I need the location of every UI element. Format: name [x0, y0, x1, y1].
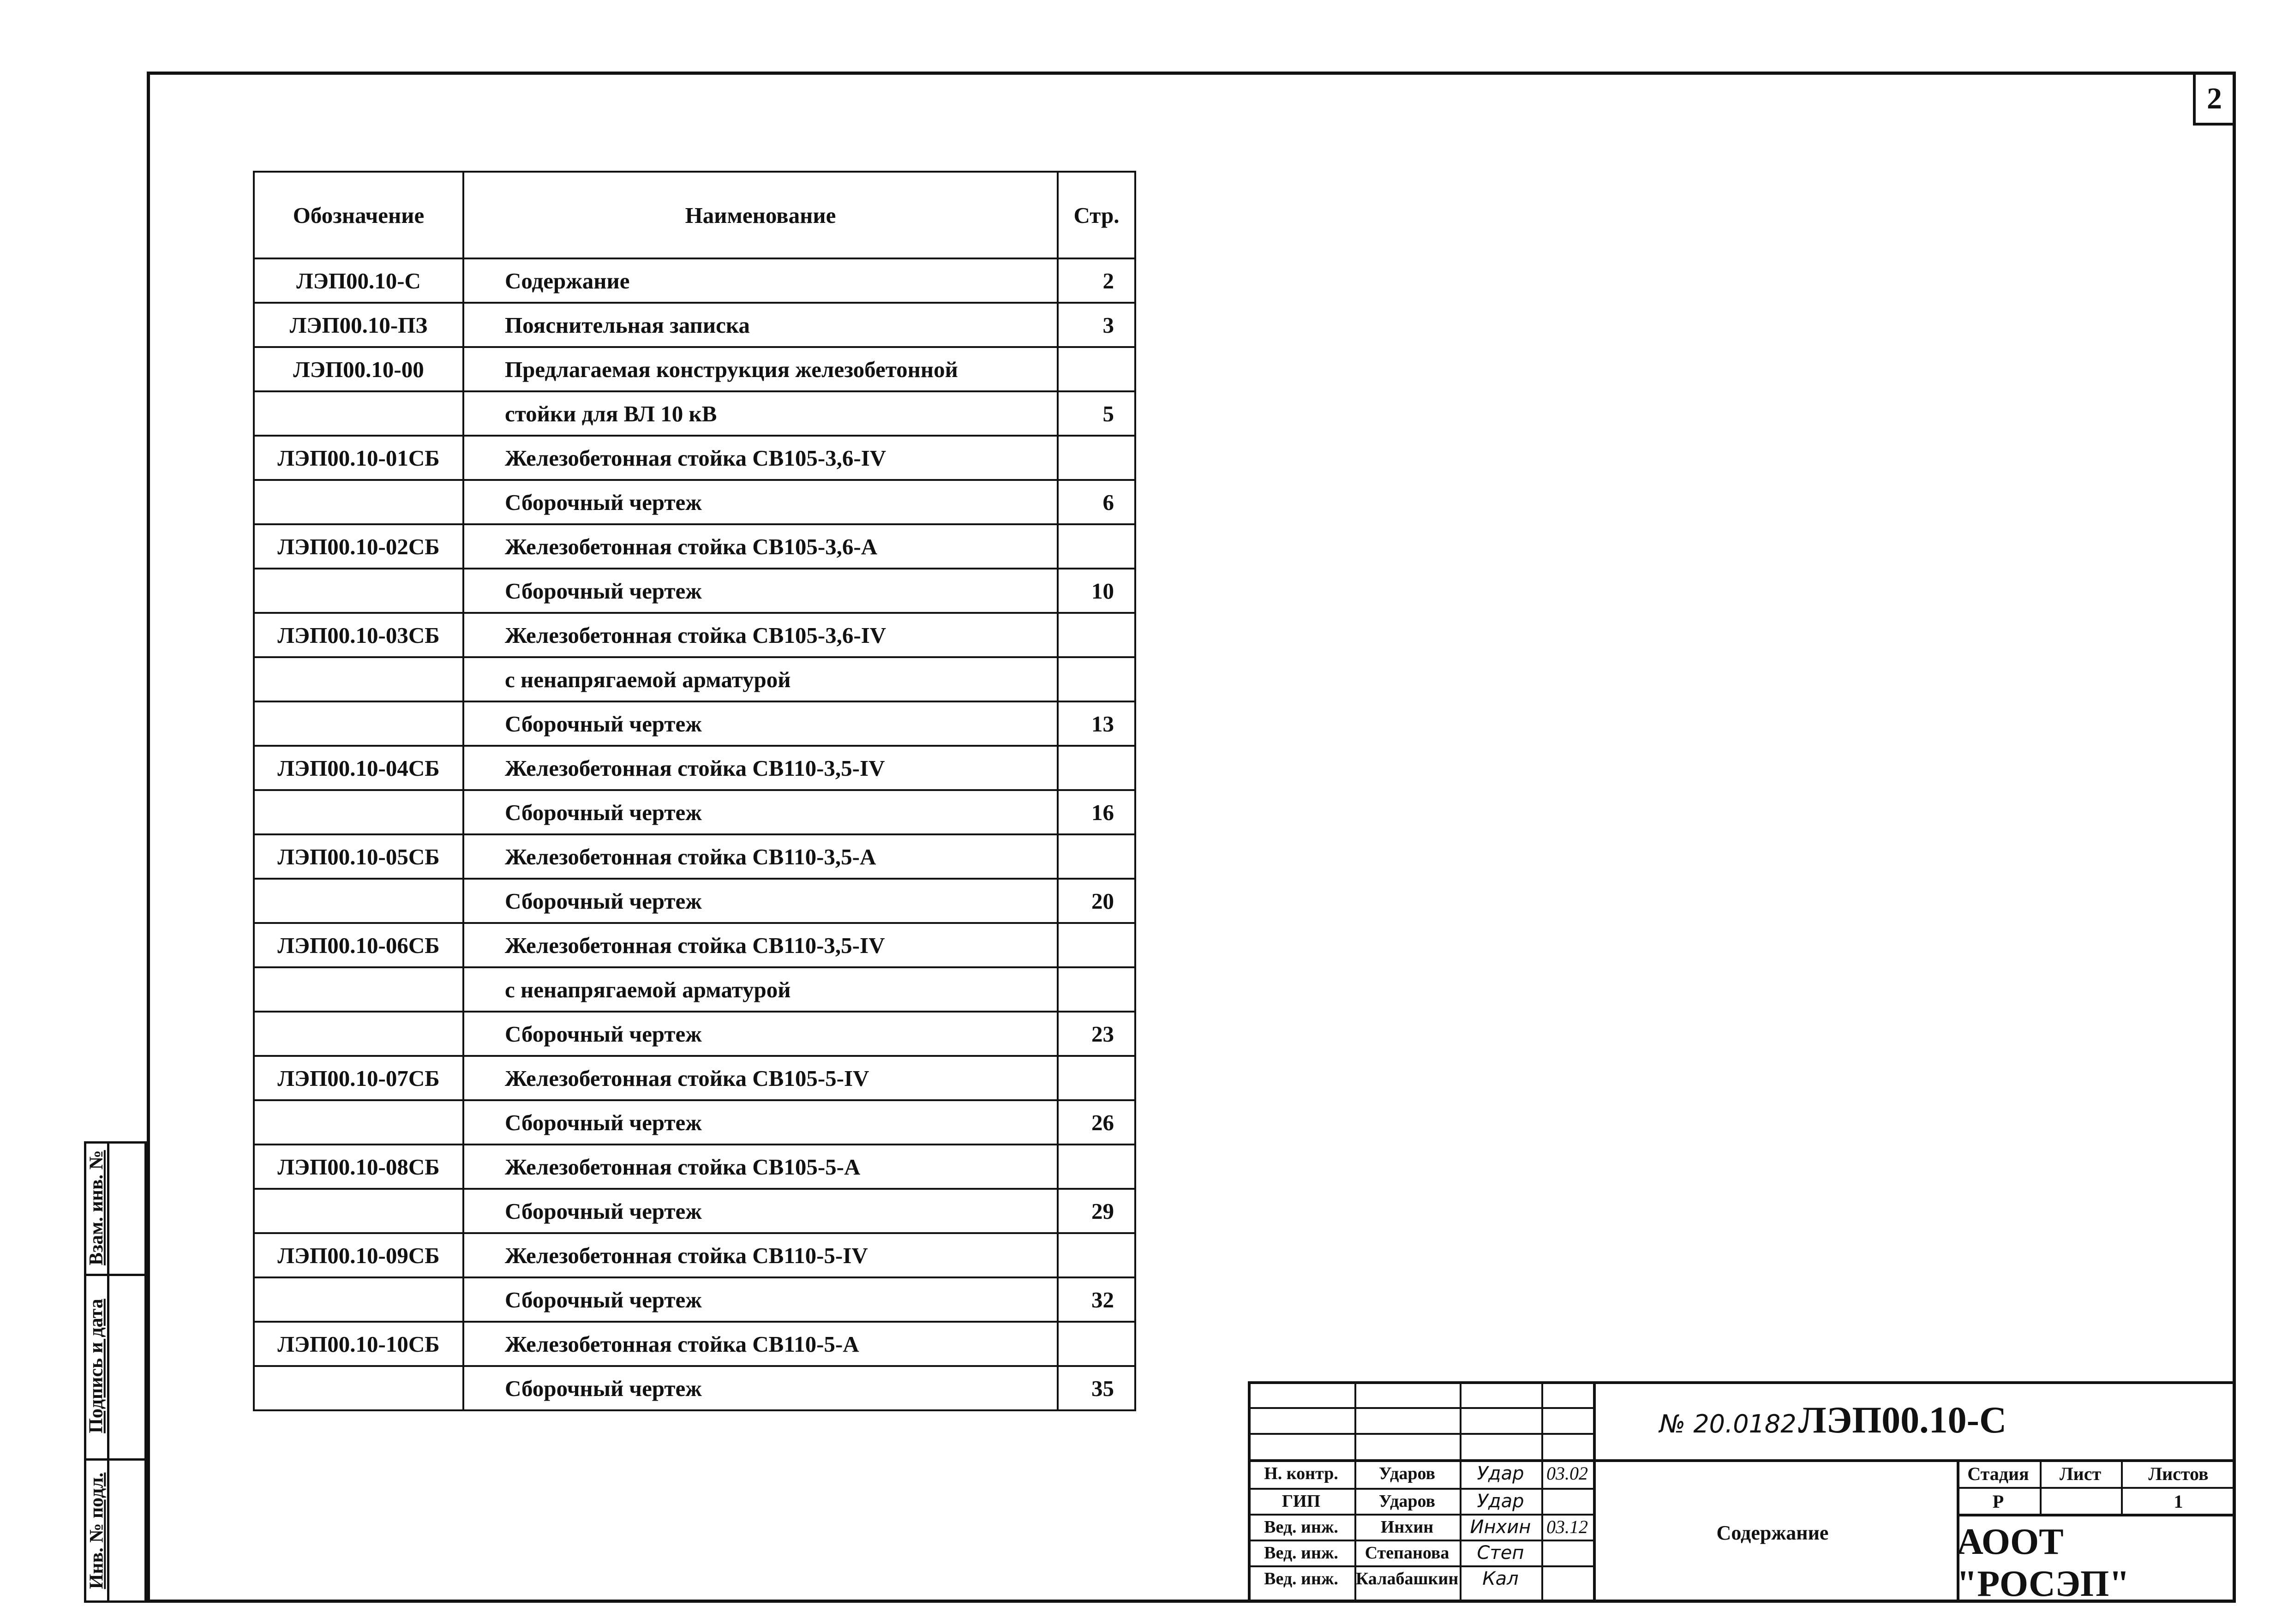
sheet-label: Лист: [2059, 1463, 2102, 1484]
designation-cell: ЛЭП00.10-10СБ: [254, 1322, 463, 1366]
page-cell: 5: [1058, 391, 1135, 436]
handwritten-signature: Удар: [1477, 1463, 1524, 1484]
signature-role: Вед. инж.: [1264, 1517, 1338, 1537]
name-cell: Железобетонная стойка СВ110-5-А: [463, 1322, 1058, 1366]
signature-name: Калабашкин: [1355, 1569, 1459, 1588]
handwritten-signature: Кал: [1482, 1568, 1519, 1589]
name-cell: Сборочный чертеж: [463, 1100, 1058, 1145]
page-cell: [1058, 524, 1135, 569]
table-row: [254, 790, 1135, 834]
side-field-replacement: [85, 1141, 108, 1274]
contents-table: [253, 171, 1136, 1411]
page-cell: 2: [1058, 258, 1135, 303]
page-cell: [1058, 967, 1135, 1012]
table-row: [254, 524, 1135, 569]
header-designation: Обозначение: [254, 172, 463, 258]
table-row: [254, 347, 1135, 391]
designation-cell: ЛЭП00.10-С: [254, 258, 463, 303]
name-cell: Железобетонная стойка СВ110-5-IV: [463, 1233, 1058, 1277]
table-row: [254, 1189, 1135, 1233]
name-cell: Содержание: [463, 258, 1058, 303]
designation-cell: [254, 1189, 463, 1233]
table-row: [254, 967, 1135, 1012]
signature-role: Вед. инж.: [1264, 1543, 1338, 1563]
handwritten-signature: Степ: [1477, 1542, 1524, 1564]
name-cell: Сборочный чертеж: [463, 1277, 1058, 1322]
designation-cell: ЛЭП00.10-02СБ: [254, 524, 463, 569]
designation-cell: [254, 879, 463, 923]
name-cell: Сборочный чертеж: [463, 1189, 1058, 1233]
designation-cell: ЛЭП00.10-07СБ: [254, 1056, 463, 1100]
sheet-number: 2: [2207, 81, 2222, 115]
table-row: [254, 436, 1135, 480]
side-field-signature: [85, 1274, 108, 1458]
page-cell: [1058, 746, 1135, 790]
page-cell: [1058, 923, 1135, 967]
table-row: [254, 303, 1135, 347]
designation-cell: [254, 1100, 463, 1145]
page-cell: [1058, 834, 1135, 879]
designation-cell: [254, 1366, 463, 1410]
table-row: [254, 613, 1135, 657]
table-row: [254, 1012, 1135, 1056]
designation-cell: [254, 391, 463, 436]
designation-cell: ЛЭП00.10-01СБ: [254, 436, 463, 480]
name-cell: Сборочный чертеж: [463, 879, 1058, 923]
sheet-value: [2040, 1489, 2121, 1515]
page-cell: 16: [1058, 790, 1135, 834]
name-cell: Железобетонная стойка СВ110-3,5-А: [463, 834, 1058, 879]
signature-name: Ударов: [1378, 1492, 1436, 1511]
document-code: [1659, 1398, 2007, 1442]
designation-cell: ЛЭП00.10-03СБ: [254, 613, 463, 657]
name-cell: Сборочный чертеж: [463, 480, 1058, 524]
designation-cell: [254, 657, 463, 701]
organization-name: АООТ "РОСЭП": [1957, 1521, 2130, 1604]
name-cell: Железобетонная стойка СВ105-3,6-А: [463, 524, 1058, 569]
stage-label: Стадия: [1967, 1463, 2029, 1484]
designation-cell: [254, 1277, 463, 1322]
designation-cell: [254, 790, 463, 834]
table-row: [254, 1145, 1135, 1189]
designation-cell: ЛЭП00.10-ПЗ: [254, 303, 463, 347]
designation-cell: ЛЭП00.10-09СБ: [254, 1233, 463, 1277]
side-field-replacement-label: Взам. инв. №: [86, 1150, 108, 1265]
designation-cell: [254, 701, 463, 746]
header-name: Наименование: [463, 172, 1058, 258]
table-row: [254, 258, 1135, 303]
designation-cell: [254, 569, 463, 613]
table-row: [254, 391, 1135, 436]
table-row: [254, 1322, 1135, 1366]
sheets-value: 1: [2174, 1491, 2183, 1512]
page-cell: 35: [1058, 1366, 1135, 1410]
table-row: [254, 1056, 1135, 1100]
page-cell: [1058, 436, 1135, 480]
signature-name: Инхин: [1380, 1517, 1434, 1537]
signature-role: Н. контр.: [1264, 1464, 1338, 1483]
page-cell: [1058, 1145, 1135, 1189]
designation-cell: ЛЭП00.10-06СБ: [254, 923, 463, 967]
stamp-grid-line: [1248, 1407, 1593, 1409]
signature-name: Ударов: [1378, 1464, 1436, 1483]
header-page: Стр.: [1058, 172, 1135, 258]
page-cell: 32: [1058, 1277, 1135, 1322]
sheet-number-box: [2193, 72, 2236, 126]
page-cell: 13: [1058, 701, 1135, 746]
table-row: [254, 1277, 1135, 1322]
designation-cell: [254, 1012, 463, 1056]
handwritten-signature: Удар: [1477, 1491, 1524, 1512]
name-cell: Железобетонная стойка СВ105-3,6-IV: [463, 436, 1058, 480]
name-cell: Железобетонная стойка СВ105-5-IV: [463, 1056, 1058, 1100]
page-cell: 26: [1058, 1100, 1135, 1145]
signature-name: Степанова: [1365, 1543, 1449, 1563]
table-header-row: [254, 172, 1135, 258]
page-cell: [1058, 1322, 1135, 1366]
designation-cell: ЛЭП00.10-00: [254, 347, 463, 391]
designation-cell: ЛЭП00.10-08СБ: [254, 1145, 463, 1189]
stage-value: Р: [1992, 1491, 2004, 1512]
designation-cell: [254, 967, 463, 1012]
table-row: [254, 569, 1135, 613]
name-cell: Сборочный чертеж: [463, 790, 1058, 834]
side-field-original: [85, 1458, 108, 1603]
table-row: [254, 1233, 1135, 1277]
page-cell: [1058, 1233, 1135, 1277]
sheets-label: Листов: [2148, 1463, 2209, 1484]
page-cell: 6: [1058, 480, 1135, 524]
signature-date: [1541, 1540, 1593, 1565]
table-row: [254, 480, 1135, 524]
name-cell: Железобетонная стойка СВ110-3,5-IV: [463, 923, 1058, 967]
signature-role: ГИП: [1282, 1492, 1321, 1511]
table-row: [254, 657, 1135, 701]
designation-cell: ЛЭП00.10-05СБ: [254, 834, 463, 879]
page-cell: 20: [1058, 879, 1135, 923]
page-cell: [1058, 1056, 1135, 1100]
name-cell: Железобетонная стойка СВ105-3,6-IV: [463, 613, 1058, 657]
name-cell: Пояснительная записка: [463, 303, 1058, 347]
name-cell: с ненапрягаемой арматурой: [463, 657, 1058, 701]
table-row: [254, 879, 1135, 923]
side-field-original-label: Инв. № подл.: [86, 1472, 107, 1589]
side-field-signature-label: Подпись и дата: [86, 1299, 107, 1433]
document-title: Содержание: [1716, 1522, 1829, 1544]
document-designation: ЛЭП00.10-С: [1798, 1399, 2007, 1441]
name-cell: Сборочный чертеж: [463, 569, 1058, 613]
page-cell: [1058, 347, 1135, 391]
table-row: [254, 834, 1135, 879]
table-row: [254, 923, 1135, 967]
page-cell: 23: [1058, 1012, 1135, 1056]
name-cell: Предлагаемая конструкция железобетонной: [463, 347, 1058, 391]
signature-role: Вед. инж.: [1264, 1569, 1338, 1588]
name-cell: Железобетонная стойка СВ110-3,5-IV: [463, 746, 1058, 790]
page-cell: 29: [1058, 1189, 1135, 1233]
table-row: [254, 701, 1135, 746]
name-cell: Сборочный чертеж: [463, 1012, 1058, 1056]
page-cell: 10: [1058, 569, 1135, 613]
signature-date: [1541, 1566, 1593, 1591]
designation-cell: [254, 480, 463, 524]
signature-date: [1541, 1489, 1593, 1514]
name-cell: с ненапрягаемой арматурой: [463, 967, 1058, 1012]
name-cell: стойки для ВЛ 10 кВ: [463, 391, 1058, 436]
designation-cell: ЛЭП00.10-04СБ: [254, 746, 463, 790]
signature-date: 03.12: [1546, 1516, 1588, 1537]
page-cell: 3: [1058, 303, 1135, 347]
table-row: [254, 746, 1135, 790]
name-cell: Сборочный чертеж: [463, 1366, 1058, 1410]
page-cell: [1058, 657, 1135, 701]
table-row: [254, 1366, 1135, 1410]
document-register-number: № 20.0182: [1659, 1409, 1797, 1438]
stamp-grid-line: [1248, 1433, 1593, 1435]
name-cell: Сборочный чертеж: [463, 701, 1058, 746]
table-row: [254, 1100, 1135, 1145]
page-cell: [1058, 613, 1135, 657]
signature-date: 03.02: [1546, 1463, 1588, 1484]
name-cell: Железобетонная стойка СВ105-5-А: [463, 1145, 1058, 1189]
handwritten-signature: Инхин: [1470, 1516, 1531, 1538]
